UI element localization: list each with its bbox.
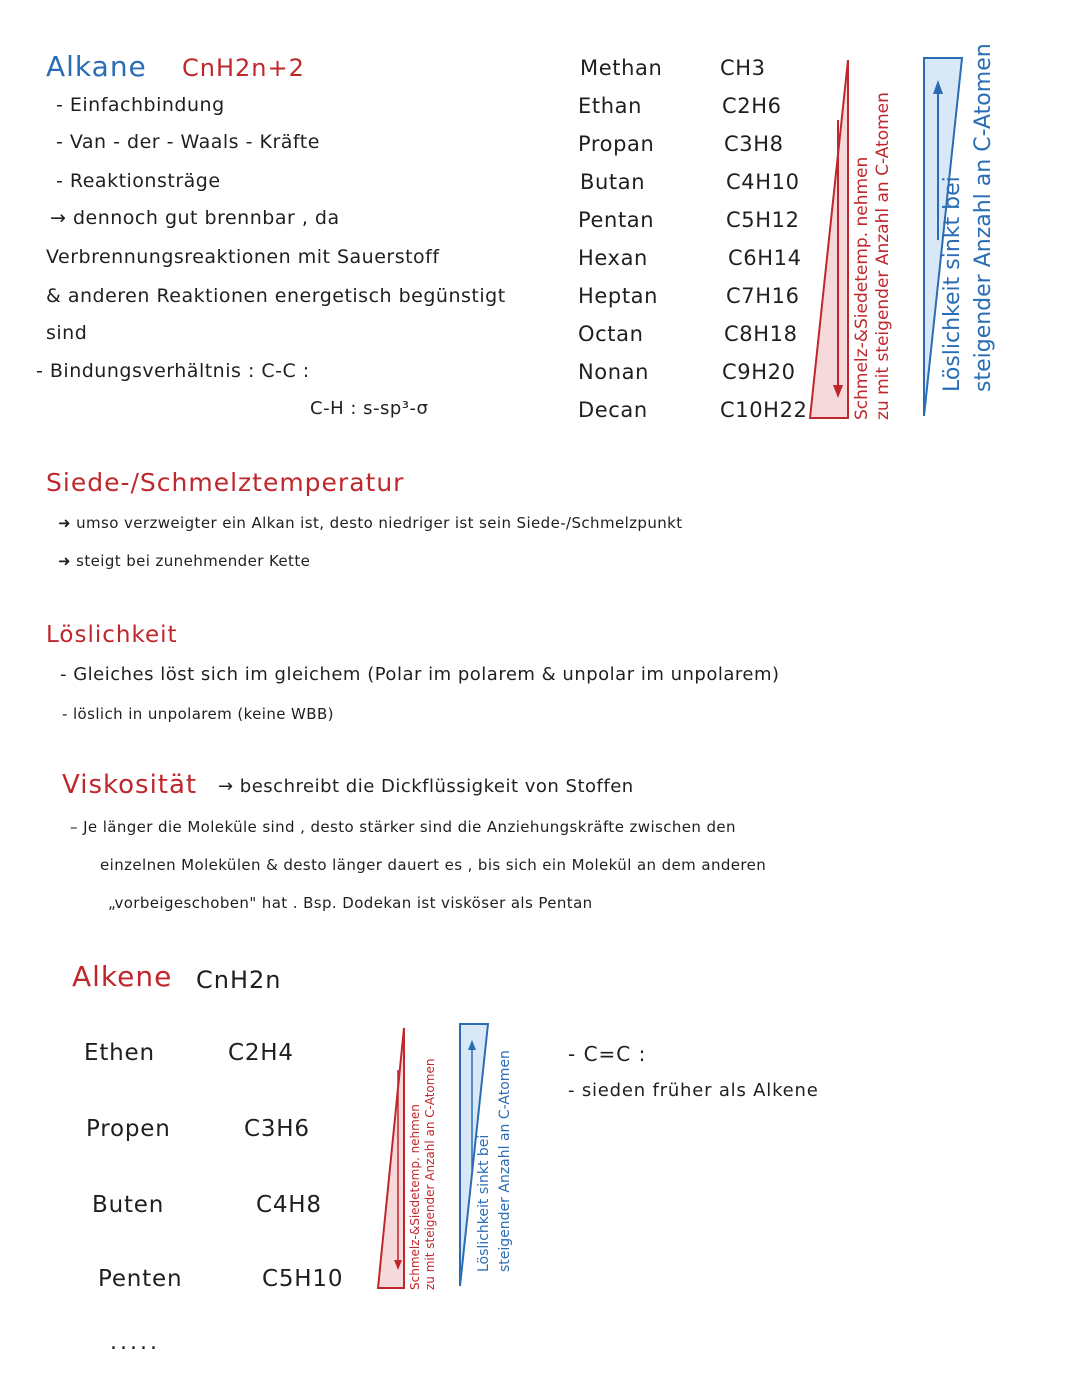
viscosity-line-3: „vorbeigeschoben" hat . Bsp. Dodekan ist visköser als Pentan bbox=[108, 894, 593, 912]
alkane-note-7: sind bbox=[46, 322, 88, 344]
alkene-name: Propen bbox=[86, 1116, 171, 1142]
alkane-formula: C7H16 bbox=[726, 284, 800, 308]
bullet-arrow-icon: ➜ bbox=[58, 552, 77, 570]
bullet-arrow-icon: ➜ bbox=[58, 514, 77, 532]
alkene-name: Ethen bbox=[84, 1040, 155, 1066]
alkane-note-8: - Bindungsverhältnis : C-C : bbox=[36, 360, 310, 382]
alkane-formula: C5H12 bbox=[726, 208, 800, 232]
alkane-formula: C2H6 bbox=[722, 94, 782, 118]
solubility-bullet-1: - Gleiches löst sich im gleichem (Polar im polarem & unpolar im unpolarem) bbox=[60, 664, 780, 685]
alkane-formula: C4H10 bbox=[726, 170, 800, 194]
solubility-title: Löslichkeit bbox=[46, 622, 178, 648]
viscosity-line-2: einzelnen Molekülen & desto länger dauert es , bis sich ein Molekül an dem anderen bbox=[100, 856, 767, 874]
viscosity-line-1: – Je länger die Moleküle sind , desto stärker sind die Anziehungskräfte zwischen den bbox=[70, 818, 736, 836]
alkene-title: Alkene bbox=[72, 960, 173, 993]
alkane-name: Propan bbox=[578, 132, 655, 156]
alkene-formula: C5H10 bbox=[262, 1266, 344, 1292]
alkane-name: Nonan bbox=[578, 360, 650, 384]
alkene-red-label-line1: Schmelz-&Siedetemp. nehmen bbox=[408, 1104, 422, 1290]
alkane-blue-label-line1: Löslichkeit sinkt bei bbox=[940, 176, 965, 392]
alkane-note-3: - Reaktionsträge bbox=[56, 170, 221, 192]
alkane-note-9: C-H : s-sp³-σ bbox=[310, 398, 429, 419]
alkane-formula: C6H14 bbox=[728, 246, 802, 270]
alkane-blue-label-line2: steigender Anzahl an C-Atomen bbox=[970, 43, 996, 392]
alkane-name: Butan bbox=[580, 170, 646, 194]
alkane-name: Decan bbox=[578, 398, 648, 422]
alkene-formula: C4H8 bbox=[256, 1192, 322, 1218]
alkane-note-4: → dennoch gut brennbar , da bbox=[50, 207, 340, 229]
alkane-formula: C8H18 bbox=[724, 322, 798, 346]
alkane-formula: CH3 bbox=[720, 56, 766, 80]
alkane-title: Alkane bbox=[46, 50, 147, 83]
alkane-formula: C3H8 bbox=[724, 132, 784, 156]
alkene-name: Penten bbox=[98, 1266, 183, 1292]
alkane-red-label-line1: Schmelz-&Siedetemp. nehmen bbox=[852, 156, 872, 420]
alkane-red-label-line2: zu mit steigender Anzahl an C-Atomen bbox=[873, 92, 894, 420]
viscosity-title: Viskosität bbox=[62, 770, 198, 800]
viscosity-subtitle: → beschreibt die Dickflüssigkeit von Stoffen bbox=[218, 776, 634, 797]
alkane-name: Ethan bbox=[578, 94, 642, 118]
alkene-formula: C2H4 bbox=[228, 1040, 294, 1066]
alkane-name: Pentan bbox=[578, 208, 655, 232]
alkene-formula: C3H6 bbox=[244, 1116, 310, 1142]
alkane-note-6: & anderen Reaktionen energetisch begünstigt bbox=[46, 285, 506, 307]
boiling-bullet-2-text: steigt bei zunehmender Kette bbox=[76, 552, 311, 570]
alkene-general-formula: CnH2n bbox=[196, 966, 282, 994]
alkane-note-5: Verbrennungsreaktionen mit Sauerstoff bbox=[46, 246, 440, 268]
alkene-ellipsis: ..... bbox=[110, 1330, 160, 1355]
solubility-bullet-2: - löslich in unpolarem (keine WBB) bbox=[62, 705, 334, 723]
boiling-title: Siede-/Schmelztemperatur bbox=[46, 468, 405, 497]
alkane-name: Heptan bbox=[578, 284, 659, 308]
boiling-bullet-1-text: umso verzweigter ein Alkan ist, desto niedriger ist sein Siede-/Schmelzpunkt bbox=[76, 514, 683, 532]
alkane-general-formula: CnH2n+2 bbox=[182, 54, 305, 82]
alkane-name: Hexan bbox=[578, 246, 648, 270]
alkane-formula: C9H20 bbox=[722, 360, 796, 384]
alkene-red-label bbox=[408, 1059, 438, 1290]
alkene-note-2: - sieden früher als Alkene bbox=[568, 1080, 819, 1101]
alkane-note-2: - Van - der - Waals - Kräfte bbox=[56, 131, 320, 153]
alkene-name: Buten bbox=[92, 1192, 165, 1218]
alkane-formula: C10H22 bbox=[720, 398, 808, 422]
alkene-red-triangle bbox=[378, 1028, 404, 1288]
alkane-name: Octan bbox=[578, 322, 644, 346]
alkane-name: Methan bbox=[580, 56, 663, 80]
alkene-blue-label-line1: Löslichkeit sinkt bei bbox=[476, 1134, 492, 1272]
alkene-red-label-line2: zu mit steigender Anzahl an C-Atomen bbox=[423, 1058, 437, 1290]
alkene-blue-label-line2: steigender Anzahl an C-Atomen bbox=[497, 1050, 513, 1272]
alkene-blue-label bbox=[474, 1050, 516, 1272]
alkene-note-1: - C=C : bbox=[568, 1042, 647, 1066]
alkane-note-1: - Einfachbindung bbox=[56, 94, 225, 116]
